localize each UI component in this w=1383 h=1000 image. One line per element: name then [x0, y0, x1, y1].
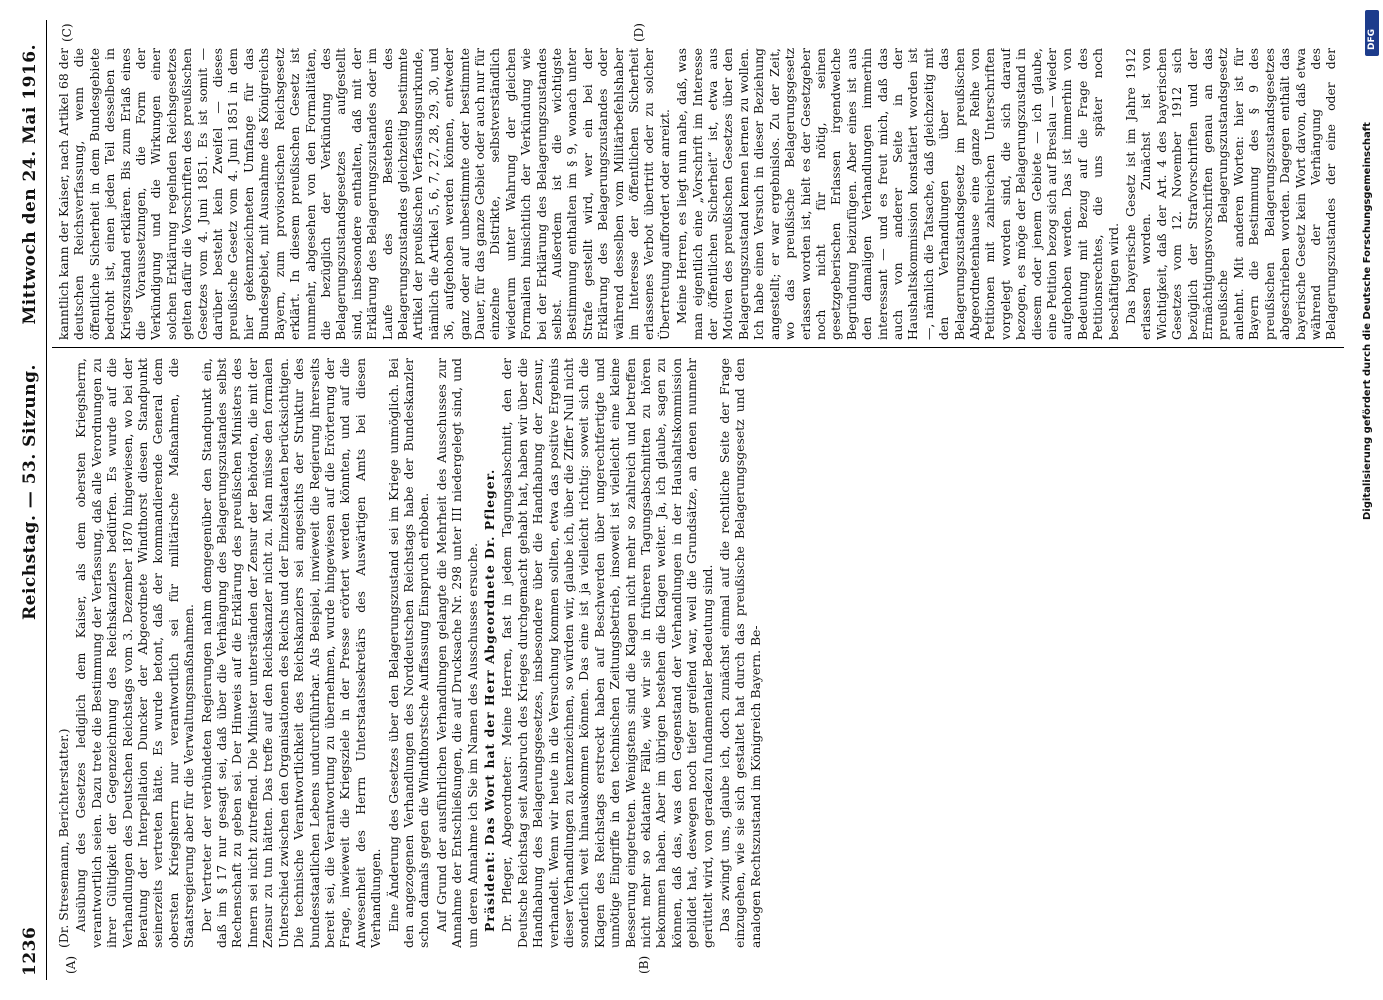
- paragraph: kanntlich kann der Kaiser, nach Artikel 68 der deutschen Reichsverfassung, wenn die öffentliche Sicherheit in dem Bundesgebiete bedroht ist, einen jeden Teil desselben in Kriegszustand erklären. Bis zum Erlaß eines die Voraussetzungen, die Form der Verkündigung und die Wirkungen einer solchen Erklärung regelnden Reichsgesetzes gelten dafür die Vorschriften des preußischen Gesetzes vom 4. Juni 1851. Es ist somit — darüber besteht kein Zweifel — dieses preußische Gesetz vom 4. Juni 1851 in dem hier gekennzeichneten Umfange für das Bundesgebiet, mit Ausnahme des Königreichs Bayern, zum provisorischen Reichsgesetz erklärt. In diesem preußischen Gesetz ist nunmehr, abgesehen von den Formalitäten, die bezüglich der Verkündung des Belagerungszustandsgesetzes aufgestellt sind, insbesondere enthalten, daß mit der Erklärung des Belagerungszustandes oder im Laufe des Bestehens des Belagerungszustandes gleichzeitig bestimmte Artikel der preußischen Verfassungsurkunde, nämlich die Artikel 5, 6, 7, 27, 28, 29, 30, und 36, aufgehoben werden können, entweder ganz oder auf unbestimmte oder bestimmte Dauer, für das ganze Gebiet oder auch nur für einzelne Distrikte, selbstverständlich wiederum unter Wahrung der gleichen Formalien hinsichtlich der Verkündung wie bei der Erklärung des Belagerungszustandes selbst. Außerdem ist die wichtigste Bestimmung enthalten im § 9, wonach unter Strafe gestellt wird, wer ein bei der Erklärung des Belagerungszustandes oder während desselben vom Militärbefehlshaber im Interesse der öffentlichen Sicherheit erlassenes Verbot übertritt oder zu solcher Übertretung auffordert oder anreizt.: [56, 48, 672, 340]
- margin-mark-c: (C): [60, 23, 74, 42]
- speaker-note: (Dr. Stresemann, Berichterstatter.): [56, 728, 71, 948]
- dfg-logo: DFG: [1365, 10, 1379, 56]
- left-column: [56, 358, 1340, 948]
- column-divider: [52, 347, 1344, 348]
- page-number: 1236: [20, 926, 40, 976]
- margin-mark-a: (A): [64, 955, 78, 974]
- digitization-note: Digitalisierung gefördert durch die Deutsche Forschungsgemeinschaft: [1362, 122, 1373, 520]
- paragraph: Meine Herren, es liegt nun nahe, daß, was man eigentlich eine „Vorschrift im Interesse der öffentlichen Sicherheit“ ist, etwa aus Motiven des preußischen Gesetzes über den Belagerungszustand kennen lernen zu wollen. Ich habe einen Versuch in dieser Beziehung angestellt; er war ergebnislos. Zu der Zeit, wo das preußische Belagerungsgesetz erlassen worden ist, hielt es der Gesetzgeber noch nicht für nötig, seinen gesetzgeberischen Erlassen irgendwelche Begründung beizufügen. Aber eines ist aus den damaligen Verhandlungen immerhin interessant — und es freut mich, daß das auch von anderer Seite in der Haushaltskommission konstatiert worden ist —, nämlich die Tatsache, daß gleichzeitig mit den Verhandlungen über das Belagerungszustandsgesetz im preußischen Abgeordnetenhause eine ganze Reihe von Petitionen mit zahlreichen Unterschriften vorgelegt worden sind, die sich darauf bezogen, es möge der Belagerungszustand in diesem oder jenem Gebiete — ich glaube, eine Petition bezog sich auf Breslau — wieder aufgehoben werden. Das ist immerhin von Bedeutung mit Bezug auf die Frage des Petitionsrechtes, die uns später noch beschäftigen wird.: [674, 48, 1121, 340]
- paragraph: Eine Änderung des Gesetzes über den Belagerungszustand sei im Kriege unmöglich. Bei den angezogenen Verhandlungen des Norddeutschen Reichstags habe der Bundeskanzler schon damals gegen die Windthorstsche Auffassung Einspruch erhoben.: [385, 358, 432, 948]
- margin-mark-b: (B): [637, 955, 651, 974]
- page-title: Reichstag. — 53. Sitzung.: [20, 364, 40, 620]
- paragraph: Das zwingt uns, glaube ich, doch zunächst einmal auf die rechtliche Seite der Frage einzugehen, wie sie sich gestaltet hat durch das preußische Belagerungsgesetz und den analogen Rechtszustand im Königreich Bayern. Be-: [717, 358, 763, 948]
- page-header: [12, 20, 47, 980]
- paragraph: Dr. Pfleger, Abgeordneter: Meine Herren, fast in jedem Tagungsabschnitt, den der Deutsche Reichstag seit Ausbruch des Krieges durchgemacht gehabt hat, haben wir über die Handhabung des Belagerungsgesetzes, insbesondere über die Handhabung der Zensur, verhandelt. Wenn wir heute in die Versuchung kommen sollten, etwa das positive Ergebnis dieser Verhandlungen zu kennzeichnen, so würden wir, glaube ich, über die Ziffer Null nicht sonderlich weit hinauskommen können. Das eine ist ja vielleicht richtig: soweit sich die Klagen des Reichstags erstreckt haben auf Beschwerden über ungerechtfertigte und unnötige Eingriffe in den technischen Zeitungsbetrieb, insoweit ist vielleicht eine kleine Besserung eingetreten. Wenigstens sind die Klagen nicht mehr so zahlreich und betreffen nicht mehr so eklatante Fälle, wie wir sie in früheren Tagungsabschnitten zu hören bekommen haben. Aber im übrigen bestehen die Klagen weiter. Ja, ich glaube, sagen zu können, daß das, was den Gegenstand der Verhandlungen in der Haushaltskommission gebildet hat, deswegen noch tiefer greifend war, weil die Grundsätze, an denen nunmehr gerüttelt wird, von geradezu fundamentaler Bedeutung sind.: [499, 358, 715, 948]
- paragraph: Auf Grund der ausführlichen Verhandlungen gelangte die Mehrheit des Ausschusses zur Annahme der Entschließungen, die auf Drucksache Nr. 298 unter III niedergelegt sind, und um deren Annahme ich Sie im Namen des Ausschusses ersuche.: [433, 358, 480, 948]
- paragraph: Ausübung des Gesetzes lediglich dem Kaiser, als dem obersten Kriegsherrn, verantwortlich seien. Dazu trete die Bestimmung der Verfassung, daß alle Verordnungen zu ihrer Gültigkeit der Gegenzeichnung des Reichskanzlers bedürfen. Es wurde auf die Verhandlungen des Deutschen Reichstags vom 3. Dezember 1870 hingewiesen, wo bei der Beratung der Interpellation Duncker der Abgeordnete Windthorst diesen Standpunkt seinerzeits vertreten hätte. Es wurde betont, daß der kommandierende General dem obersten Kriegsherrn nur verantwortlich sei für militärische Maßnahmen, die Staatsregierung aber für die Verwaltungsmaßnahmen.: [73, 358, 197, 948]
- page-date: Mittwoch den 24. Mai 1916.: [20, 44, 40, 325]
- paragraph: Der Vertreter der verbündeten Regierungen nahm demgegenüber den Standpunkt ein, daß im § 17 nur gesagt sei, daß über die Verhängung des Belagerungszustandes selbst Rechenschaft zu geben sei. Der Hinweis auf die Erklärung des preußischen Ministers des Innern sei nicht zutreffend. Die Minister unterständen der Zensur der Behörden, die mit der Zensur zu tun hätten. Das treffe auf den Reichskanzler nicht zu. Man müsse den formalen Unterschied zwischen den Organisationen des Reichs und der Einzelstaaten berücksichtigen. Die technische Verantwortlichkeit des Reichskanzlers sei angesichts der Struktur des bundesstaatlichen Lebens undurchführbar. Als Beispiel, inwieweit die Regierung ihrerseits bereit sei, die Verantwortung zu übernehmen, wurde hingewiesen auf die Erörterung der Frage, inwieweit die Kriegsziele in der Presse erörtert werden könnten, und auf die Anwesenheit des Herrn Unterstaatssekretärs des Auswärtigen Amts bei diesen Verhandlungen.: [198, 358, 384, 948]
- margin-mark-d: (D): [632, 23, 646, 42]
- rotated-document-page: [12, 20, 1352, 980]
- right-column: [56, 48, 1340, 340]
- president-line: Präsident: Das Wort hat der Herr Abgeordnete Dr. Pfleger.: [481, 468, 497, 932]
- paragraph: Das bayerische Gesetz ist im Jahre 1912 erlassen worden. Zunächst ist von Wichtigkeit, daß der Art. 4 des bayerischen Gesetzes vom 12. November 1912 sich bezüglich der Strafvorschriften und der Ermächtigungsvorschriften genau an das preußische Belagerungszustandsgesetz anlehnt. Mit anderen Worten: hier ist für Bayern die Bestimmung des § 9 des preußischen Belagerungszustandsgesetzes abgeschrieben worden. Dagegen enthält das bayerische Gesetz kein Wort davon, daß etwa während der Verhängung des Belagerungszustandes der eine oder der: [1123, 48, 1339, 340]
